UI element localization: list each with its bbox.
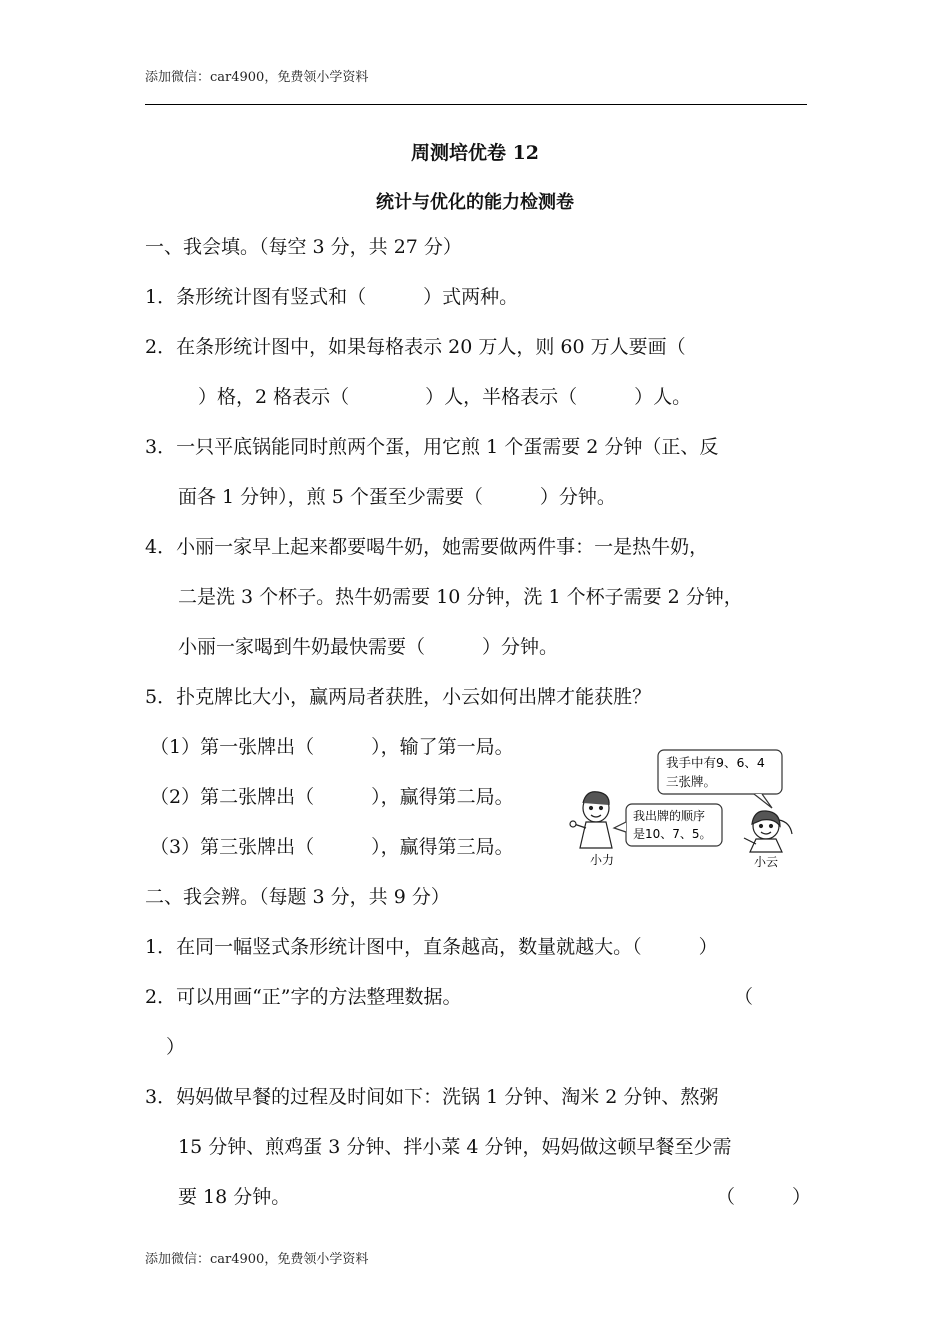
q1-5-sub1: （1）第一张牌出（ ），输了第一局。 [150,736,514,758]
q2-3-line2: 15 分钟、煎鸡蛋 3 分钟、拌小菜 4 分钟，妈妈做这顿早餐至少需 [178,1136,732,1158]
section2-heading: 二、我会辨。（每题 3 分，共 9 分） [145,886,450,908]
name-right: 小云 [754,855,779,869]
speech-bubble-xiaoyun [658,750,782,808]
boy-figure-icon [570,792,612,848]
header-note: 添加微信：car4900，免费领小学资料 [145,70,369,85]
bubble-bottom-line1: 我出牌的顺序 [633,809,706,823]
bubble-bottom-line2: 是10、7、5。 [633,827,712,841]
section1-heading: 一、我会填。（每空 3 分，共 27 分） [145,236,462,258]
q1-5-line1: 5．扑克牌比大小，赢两局者获胜，小云如何出牌才能获胜？ [145,686,652,708]
q2-2-paren-open: （ [734,986,754,1008]
header-divider [145,104,807,105]
q1-4-line3: 小丽一家喝到牛奶最快需要（ ）分钟。 [178,636,559,658]
footer-note: 添加微信：car4900，免费领小学资料 [145,1252,369,1267]
q2-3-answer-paren: （ ） [716,1186,812,1208]
q2-2: 2．可以用画“正”字的方法整理数据。 [145,986,462,1008]
bubble-top-line1: 我手中有9、6、4 [666,755,765,770]
q1-2-line1: 2．在条形统计图中，如果每格表示 20 万人，则 60 万人要画（ [145,336,686,358]
q2-3-line3: 要 18 分钟。 [178,1186,291,1208]
q1-3-line1: 3．一只平底锅能同时煎两个蛋，用它煎 1 个蛋需要 2 分钟（正、反 [145,436,719,458]
q1-3-line2: 面各 1 分钟），煎 5 个蛋至少需要（ ）分钟。 [178,486,616,508]
girl-figure-icon [744,811,792,852]
q2-2-paren-close: ） [166,1036,186,1058]
q1-1: 1．条形统计图有竖式和（ ）式两种。 [145,286,519,308]
card-game-illustration [566,748,806,870]
page-title: 周测培优卷 12 [410,142,540,164]
q1-5-sub3: （3）第三张牌出（ ），赢得第三局。 [150,836,514,858]
q1-5-sub2: （2）第二张牌出（ ），赢得第二局。 [150,786,514,808]
q1-4-line1: 4．小丽一家早上起来都要喝牛奶，她需要做两件事：一是热牛奶， [145,536,709,558]
q2-1: 1．在同一幅竖式条形统计图中，直条越高，数量就越大。（ ） [145,936,718,958]
name-left: 小力 [590,853,615,867]
speech-bubble-xiaoli [614,804,722,846]
q1-4-line2: 二是洗 3 个杯子。热牛奶需要 10 分钟，洗 1 个杯子需要 2 分钟， [178,586,743,608]
bubble-top-line2: 三张牌。 [666,774,717,789]
q2-3-line1: 3．妈妈做早餐的过程及时间如下：洗锅 1 分钟、淘米 2 分钟、熬粥 [145,1086,719,1108]
q1-2-line2: ）格，2 格表示（ ）人，半格表示（ ）人。 [198,386,692,408]
page-subtitle: 统计与优化的能力检测卷 [376,192,574,213]
